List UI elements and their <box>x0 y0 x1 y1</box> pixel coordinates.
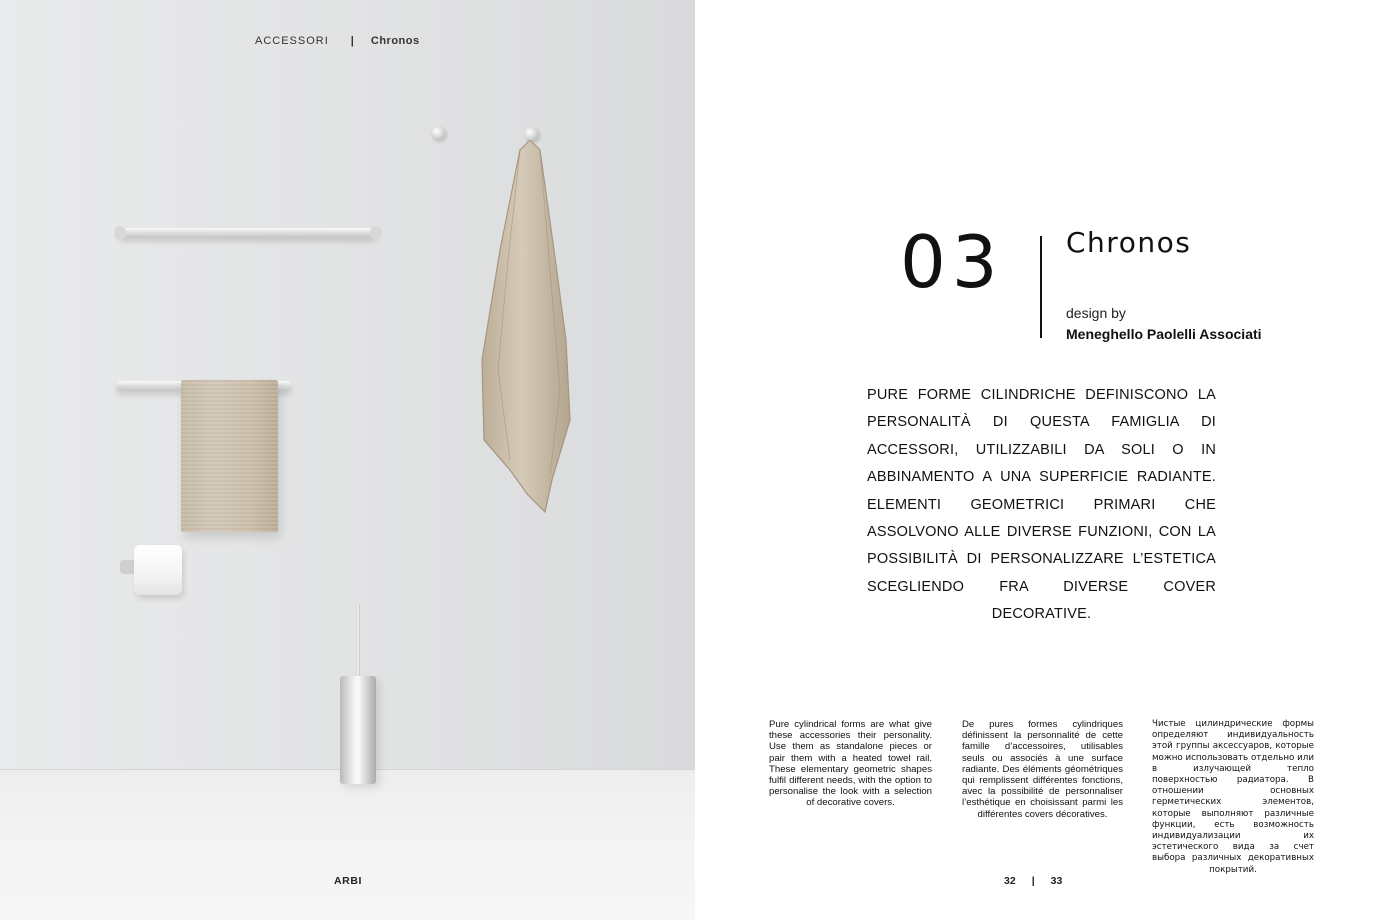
folded-towel <box>181 380 278 532</box>
page-numbers <box>1004 875 1062 887</box>
wall-hook <box>524 127 538 141</box>
running-header <box>255 35 420 47</box>
footer-brand: ARBI <box>334 875 363 887</box>
hanging-towel <box>470 140 580 515</box>
designer-name: Meneghello Paolelli Associati <box>1066 326 1262 342</box>
long-towel-rail <box>118 228 378 238</box>
header-separator: | <box>350 35 355 47</box>
toilet-brush-holder <box>340 676 376 784</box>
floor <box>0 770 695 920</box>
design-by-label: design by <box>1066 305 1126 321</box>
page-number-right: 33 <box>1050 875 1063 887</box>
header-collection: Chronos <box>370 35 420 47</box>
paper-roll <box>134 545 182 595</box>
intro-paragraph: PURE FORME CILINDRICHE DEFINISCONO LA PERSONALITÀ DI QUESTA FAMIGLIA DI ACCESSORI, UTILIZZABILI DA SOLI O IN ABBINAMENTO A UNA SUPERFICIE RADIANTE. ELEMENTI GEOMETRICI PRIMARI CHE ASSOLVONO ALLE DIVERSE FUNZIONI, CON LA POSSIBILITÀ DI PERSONALIZZARE L’ESTETICA SCEGLIENDO FRA DIVERSE COVER DECORATIVE. <box>867 387 1216 623</box>
french-description: De pures formes cylindriques définissent la personnalité de cette famille d’accessoires, utilisables seuls ou associés à une surface radiante. Des éléments géométriques qui remplissent différentes fonctions, avec la possibilité de personnaliser l’esthétique en choisissant parmi les différentes covers décoratives. <box>962 719 1123 820</box>
russian-description: Чистые цилиндрические формы определяют индивидуальность этой группы аксессуаров, которые можно использовать отдельно или в излучающей тепло поверхностью радиатора. В отношении основных герметических элементов, которые выполняют различные функции, есть возможность индивидуализации их эстетического вида за счет выбора различных декоративных покрытий. <box>1152 719 1314 875</box>
collection-title: Chronos <box>1066 226 1192 259</box>
english-description: Pure cylindrical forms are what give these accessories their personality. Use them as standalone pieces or pair them with a heated towel rail. These elementary geometric shapes fulfil different needs, with the option to personalise the look with a selection of decorative covers. <box>769 719 932 809</box>
toilet-brush-handle <box>356 606 360 678</box>
toilet-paper-holder <box>120 545 182 595</box>
page-separator: | <box>1031 875 1035 887</box>
wall-hook <box>431 126 445 140</box>
title-divider <box>1040 236 1042 338</box>
chapter-number: 03 <box>900 220 1004 304</box>
page-number-left: 32 <box>1004 875 1016 887</box>
header-section: ACCESSORI <box>255 35 329 47</box>
